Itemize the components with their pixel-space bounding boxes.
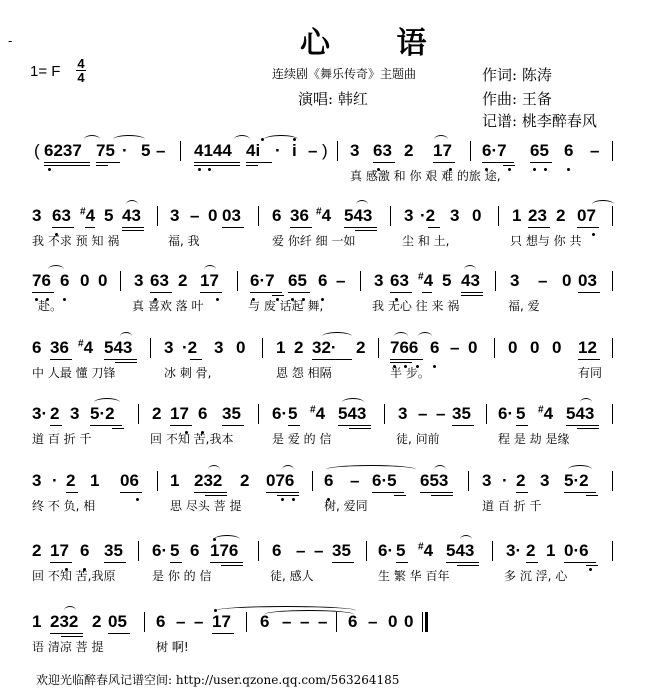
lyrics-text: 终 不 负, 相: [32, 499, 96, 513]
notation-line: 6 36 #4 543 3 ·2 3 0 1 2 32· 2 766 6 – 0 0 0 0 12: [0, 332, 652, 362]
singer-credit: 演唱: 韩红: [298, 90, 368, 108]
lyrics-text: 恩 怨 相隔: [276, 366, 332, 380]
lyrics-text: 中 人最 懂 刀锋: [32, 366, 116, 380]
lyrics-text: 福, 我: [168, 234, 200, 248]
notation-line: 76 6 0 0 3 63 2 17 6·7 65 6 – 3 63 #4 5 43 3 – 0 03: [0, 265, 652, 295]
lyrics-text: 道 百 折 千: [482, 499, 542, 513]
lyrics-text: 徒, 感人: [270, 569, 314, 583]
notation-line: 3· 2 3 5·2 2 17 6 35 6· 5 #4 543 3 – – 35 6· 5 #4 543: [0, 398, 652, 428]
notation-line: 1 232 2 05 6 – – 17 6 – – – 6 – 0 0: [0, 606, 652, 636]
lyrics-line: [0, 165, 652, 185]
lyrics-text: 道 百 折 千: [32, 432, 92, 446]
lyrics-line: [0, 295, 652, 315]
subtitle: 连续剧《舞乐传奇》主题曲: [272, 67, 417, 81]
notation-line: ( 6237 75 · 5 – 4144 4i · i – ) 3 63 2 17 6·7 65 6 –: [0, 135, 652, 165]
lyrics-line: [0, 428, 652, 448]
lyrics-text: 树 啊!: [156, 640, 189, 654]
lyrics-text: 多 沉 浮, 心: [504, 569, 568, 583]
lyrics-text: 我 不求 预 知 祸: [32, 234, 120, 248]
lyrics-text: 有同: [578, 366, 603, 380]
lyrics-text: 回 不知 苦,我原: [32, 569, 116, 583]
lyrics-text: 我 无心 往 来 祸: [372, 299, 460, 313]
lyrics-text: 与 废 话起 舞,: [248, 299, 324, 313]
lyrics-text: 思 尽头 菩 提: [170, 499, 242, 513]
lyrics-line: [0, 362, 652, 382]
lyrics-line: [0, 565, 652, 585]
lyrics-text: 徒, 问前: [396, 432, 440, 446]
lyrics-line: [0, 636, 652, 656]
lyrics-text: 真 感激 和 你 艰 难 的旅 途,: [350, 169, 501, 183]
key-signature: 1= F: [30, 63, 61, 80]
lyrics-line: [0, 230, 652, 250]
lyrics-text: 赴。: [38, 299, 63, 313]
lyrics-text: 语 清凉 菩 提: [32, 640, 104, 654]
lyrics-text: 树, 爱同: [324, 499, 368, 513]
lyrics-line: [0, 495, 652, 515]
corner-mark: -: [8, 34, 13, 48]
lyrics-text: 尘 和 土,: [402, 234, 450, 248]
lyricist-credit: 作词: 陈涛: [482, 66, 552, 84]
time-signature-bottom: 4: [77, 70, 85, 85]
lyrics-text: 冰 刺 骨,: [164, 366, 212, 380]
lyrics-text: 爱 你纤 细 一如: [272, 234, 356, 248]
footer-credit: 欢迎光临醉春风记谱空间: http://user.qzone.qq.com/563264185: [36, 673, 400, 687]
notation-line: 2 17 6 35 6· 5 6 176 6 – – 35 6· 5 #4 543 3· 2 1 0·6: [0, 535, 652, 565]
notation-line: 3 63 #4 5 43 3 – 0 03 6 36 #4 543 3 ·2 3 0 1 23 2 07: [0, 200, 652, 230]
lyrics-text: 是 你 的 信: [152, 569, 212, 583]
time-signature-top: 4: [77, 56, 85, 71]
lyrics-text: 只 想与 你 共: [510, 234, 582, 248]
lyrics-text: 程 是 劫 是缘: [498, 432, 570, 446]
composer-credit: 作曲: 王备: [482, 90, 552, 108]
lyrics-text: 福, 爱: [508, 299, 540, 313]
lyrics-text: 真 喜欢 落 叶: [132, 299, 204, 313]
lyrics-text: 半 步。: [390, 366, 430, 380]
lyrics-text: 生 繁 华 百年: [378, 569, 450, 583]
lyrics-text: 是 爱 的 信: [272, 432, 332, 446]
notation-line: 3 · 2 1 06 1 232 2 076 6 – 6·5 653 3 · 2 3 5·2: [0, 465, 652, 495]
time-signature: [76, 58, 86, 83]
lyrics-text: 回 不知 苦,我本: [150, 432, 234, 446]
transcriber-credit: 记谱: 桃李醉春风: [482, 112, 597, 130]
song-title: 心 语: [300, 26, 455, 61]
